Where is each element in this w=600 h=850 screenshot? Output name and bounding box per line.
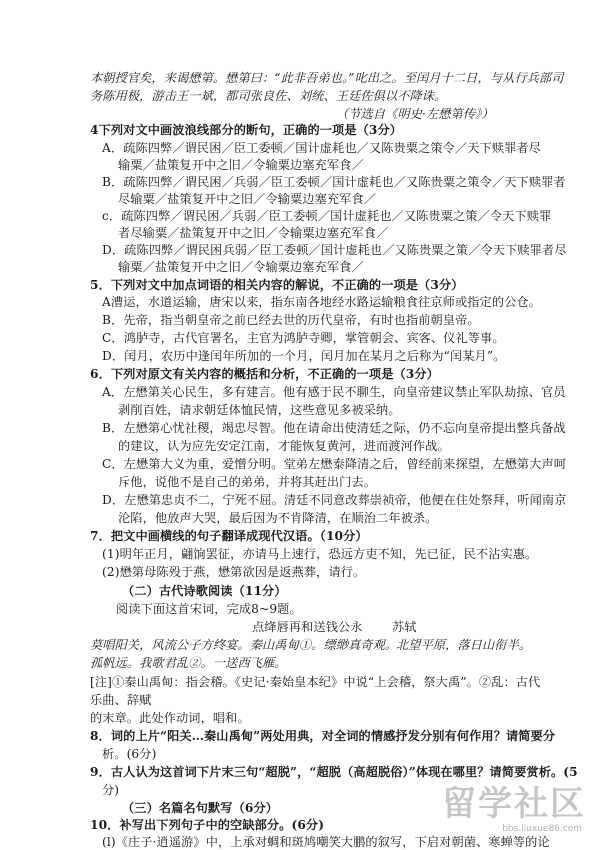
q6-option-a: A．左懋第关心民生，多有建言。他有感于民不聊生，向皇帝建议禁止军队劫掠、官员 [102,385,566,399]
watermark-logo: 留学社区 [442,784,586,824]
section-3-title: （三）名篇名句默写（6分） [122,801,279,815]
question-9-cont: 分) [102,783,120,797]
q6-option-b-cont: 的建议，认为应先安定江南，才能恢复黄河，进而渡河作战。 [118,439,450,453]
q4-option-c: c．疏陈四弊／谓民困／兵弱／臣工委顿／国计虚耗也／又陈贵粟之策／令天下赎罪 [102,209,552,223]
question-5-stem: 5．下列对文中加点词语的相关内容的解说，不正确的一项是（3分） [90,278,464,292]
question-6-stem: 6．下列对原文有关内容的概括和分析，不正确的一项是（3分） [90,367,439,381]
q6-option-d: D．左懋第忠贞不二，宁死不屈。清廷不同意改葬崇祯帝，他便在住处祭拜，听闻南京 [102,493,567,507]
poem-note: [注]①秦山禹甸：指会稽。《史记·秦始皇本纪》中说“上会稽，祭大禹”。②乱：古代 [90,675,541,689]
question-8-stem: 8．词的上片“阳关…秦山禹甸”两处用典，对全词的情感抒发分别有何作用？请简要分 [90,729,556,743]
q5-option-b: B．先帝，指当朝皇帝之前已经去世的历代皇帝，有时也指前朝皇帝。 [102,313,480,327]
q4-option-c-cont: 者尽输粟／盐策复开中之旧／令输粟边塞充军食／ [118,226,389,240]
section-2-intro: 阅读下面这首宋词，完成8~9题。 [116,602,302,616]
poem-title: 点绛唇再和送钱公永 [252,620,363,634]
question-4-stem: 4下列对文中画波浪线部分的断句，正确的一项是（3分） [90,123,403,137]
q6-option-d-cont: 沦陷，他放声大哭，最后因为不肯降清，在顺治二年被杀。 [118,511,438,525]
q4-option-b: B．疏陈四弊／谓民困／兵弱／臣工委顿／国计虚耗也／又陈贵粟之策令／天下赎罪者 [102,175,566,189]
poem-line-1b: 北望平原，落日山衔半。 [396,638,532,652]
passage-line: 本朝授官矣，来谒懋第。懋第曰：“此非吾弟也。”叱出之。至闰月十二日，与从行兵部司 [90,71,564,85]
q5-option-d: D．闰月，农历中逢闰年所加的一个月，闰月加在某月之后称为“闰某月”。 [102,349,506,363]
question-8-cont: 析。(6分) [102,747,157,761]
passage-line: 务陈用极，游击王一斌，都司张良佐、刘统、王廷佐俱以不降诛。 [90,89,447,103]
q4-option-a: A．疏陈四弊／谓民困／臣工委顿／国计虚耗也／又陈贵粟之策令／天下赎罪者尽 [102,141,541,155]
q5-option-a: A漕运，水道运输，唐宋以来，指东南各地经水路运输粮食往京师或指定的公仓。 [102,295,541,309]
poem-line-1a: 莫唱阳关，风流公子方终宴。秦山禹甸①。缥缈真奇观。 [90,638,398,652]
watermark [426,786,586,834]
q4-option-b-cont: 尽输粟／盐策复开中之旧／令输粟边塞充军食／ [118,192,377,206]
poem-note-cont: 乐曲、辞赋 [90,693,152,707]
q7-sentence-1: (1)明年正月，翩饷罢征，亦请马上速行，恐远方吏不知，先已征，民不沾实惠。 [102,547,538,561]
watermark-url: bbs.liuxue86.com [502,824,582,834]
q6-option-b: B．左懋第心忧社稷，竭忠尽智。他在请命出使清廷之际，仍不忘向皇帝提出整兵备战 [102,421,566,435]
poem-note-cont: 的末章。此处作动词，唱和。 [90,711,250,725]
question-10-line-1: (l)《庄子·逍遥游》中，上承对蜩和斑鸠嘲笑大鹏的叙写，下启对朝菌、寒蝉等的论 [102,835,550,849]
q6-option-c-cont: 斥他，说他不是自己的弟弟，并将其赶出门去。 [118,475,377,489]
q6-option-a-cont: 剥削百姓，请求朝廷体恤民情，这些意见多被采纳。 [118,403,401,417]
passage-source: （节选自《明史·左懋第传》） [336,107,494,121]
question-10-stem: 10．补写出下列句子中的空缺部分。(6分) [90,818,325,832]
q4-option-a-cont: 输粟／盐策复开中之旧／令输粟边塞充军食／ [118,158,364,172]
q7-sentence-2: (2)懋第母陈殁于燕，懋第欲因是返燕葬，请行。 [102,565,366,579]
q4-option-d-cont: 输粟／盐策复开中之旧／令输粟边塞充军食／ [118,260,364,274]
section-2-title: （二）古代诗歌阅读（11分） [122,584,287,598]
question-7-stem: 7．把文中画横线的句子翻译成现代汉语。（10分） [90,529,368,543]
poem-author: 苏轼 [392,620,417,634]
q5-option-c: C．鸿胪寺，古代官署名，主官为鸿胪寺卿，掌管朝会、宾客、仪礼等事。 [102,331,505,345]
poem-line-2: 孤帆远。我歌君乱②。一送西飞雁。 [90,656,287,670]
question-9-stem: 9．古人认为这首词下片末三句“超脱”，“超脱（高超脱俗）”体现在哪里？请简要赏析。(5 [90,765,578,779]
q6-option-c: C．左懋第大义为重，爱憎分明。堂弟左懋泰降清之后，曾经前来探望，左懋第大声呵 [102,457,567,471]
q4-option-d: D．疏陈四弊／谓民困兵弱／臣工委顿／国计虚耗也／又陈贵粟之策／令天下赎罪者尽 [102,243,567,257]
